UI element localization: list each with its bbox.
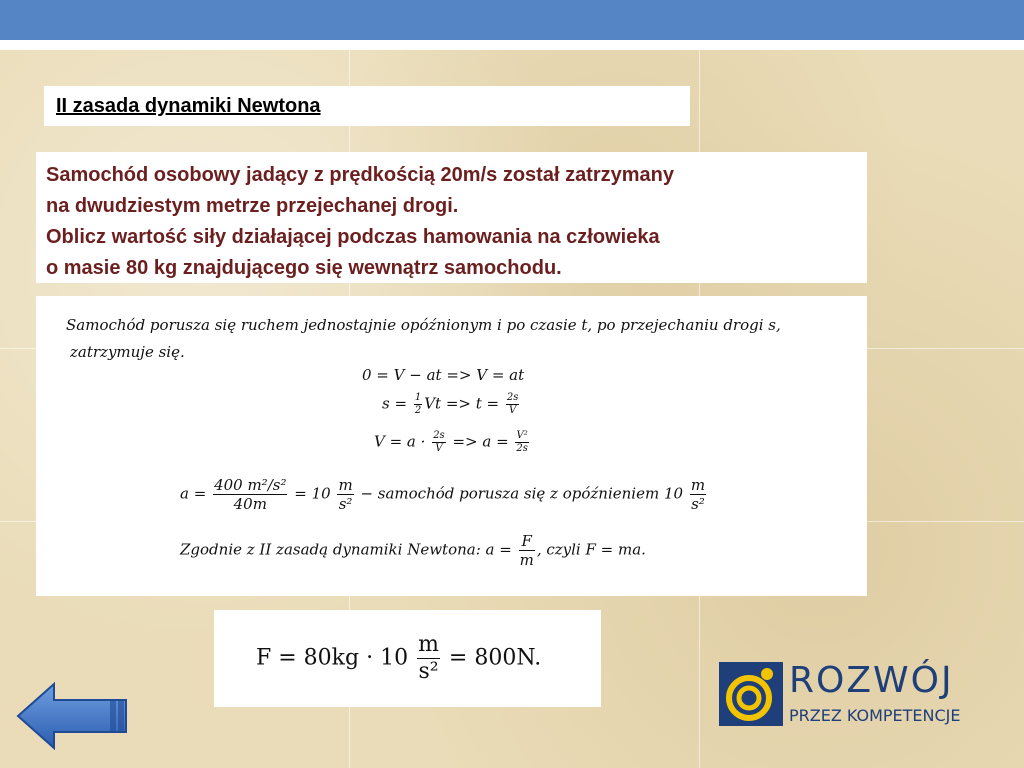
fraction-numerator: V² [516,430,528,441]
fraction-f-m [519,532,535,569]
fraction-numerator: m [338,476,353,494]
logo-emblem-icon [719,662,783,726]
fraction-denominator: 2 [414,405,422,416]
fraction-denominator: m [519,551,534,569]
eq-text: a = [180,484,212,503]
eq-text: − samochód porusza się z opóźnieniem 10 [355,484,688,503]
problem-line: Samochód osobowy jadący z prędkością 20m/s został zatrzymany [46,164,674,186]
fraction-numerator: 2s [506,392,519,403]
eq-text: F = 80kg · 10 [256,645,416,671]
solution-box [36,296,867,596]
fraction-numerator: 1 [414,392,422,403]
back-arrow-button[interactable] [16,682,128,750]
equation-acceleration [374,430,531,455]
equation-deceleration-value [180,476,708,513]
equation-distance [382,392,521,417]
problem-line: Oblicz wartość siły działającej podczas hamowania na człowieka [46,226,660,248]
fraction-time [506,392,520,417]
eq-text: Zgodnie z II zasadą dynamiki Newtona: a = [180,540,517,559]
arrow-stripe [118,700,124,732]
fraction-unit [690,476,706,513]
top-strip [0,40,1024,50]
logo-word: ROZWÓJ [789,660,954,701]
equation-newton-law [180,532,646,569]
eq-text: = 10 [289,484,336,503]
fraction-numerator: m [418,632,439,657]
eq-text: , czyli F = ma. [536,540,646,559]
equation-velocity: 0 = V − at => V = at [362,366,525,384]
problem-box [36,152,867,283]
fraction-numerator: m [690,476,706,494]
eq-text: Vt => t = [424,394,504,413]
fraction-half [414,392,422,417]
logo-subtitle: PRZEZ KOMPETENCJE [789,706,961,725]
back-arrow-icon [18,684,126,748]
fraction-2s-v [432,430,446,455]
problem-line: na dwudziestym metrze przejechanej drogi. [46,195,459,217]
eq-text: => a = [447,432,514,451]
fraction-denominator: s² [338,495,353,513]
answer-equation [256,632,541,685]
rozwoj-logo [719,660,1009,730]
arrow-stripe [110,700,116,732]
fraction-denominator: V [508,405,517,416]
eq-text: = 800N. [441,645,542,671]
fraction-denominator: 2s [516,443,528,454]
fraction-numerator: F [519,532,535,551]
fraction-v2-2s [515,430,529,455]
fraction-unit [417,632,440,685]
fraction-numerator: 400 m²/s² [214,476,287,494]
fraction-400-40 [213,476,287,513]
fraction-denominator: 40m [233,495,267,513]
problem-text [46,160,861,284]
eq-text: V = a · [374,432,431,451]
fraction-denominator: s² [418,659,439,684]
problem-line: o masie 80 kg znajdującego się wewnątrz samochodu. [46,257,562,279]
answer-box [214,610,601,707]
fraction-denominator: s² [691,495,705,513]
slide-title: II zasada dynamiki Newtona [56,95,321,117]
logo-dot [761,668,773,680]
top-bar [0,0,1024,40]
fraction-unit [337,476,353,513]
fraction-numerator: 2s [433,430,445,441]
eq-text: s = [382,394,412,413]
solution-intro-line1: Samochód porusza się ruchem jednostajnie opóźnionym i po czasie t, po przejechaniu drogi s, [66,316,781,334]
title-box [44,86,690,126]
solution-intro-line2: zatrzymuje się. [70,343,185,361]
fraction-denominator: V [435,443,443,454]
